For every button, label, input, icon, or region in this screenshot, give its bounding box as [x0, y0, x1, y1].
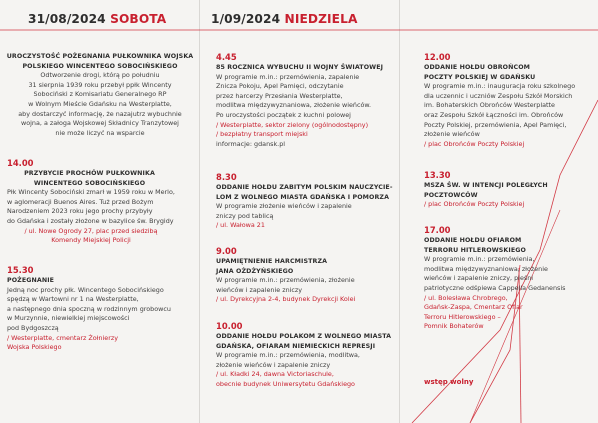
event-title: 85 ROCZNICA WYBUCHU II WOJNY ŚWIATOWEJ	[216, 64, 384, 71]
event-text: w aglomeracji Buenos Aires. Tuż przed Bożym	[7, 197, 154, 206]
event-time: 13.30	[424, 170, 451, 180]
event-holy-mass	[424, 170, 596, 210]
event-text: oraz Zespołu Szkół Łączności im. Obrońców	[424, 110, 564, 119]
column-date: 31/08/2024	[28, 12, 106, 26]
event-title: UPAMIĘTNIENIE HARCMISTRZA	[216, 258, 328, 265]
event-title: GDAŃSKA, OFIARAM NIEMIECKICH REPRESJI	[216, 342, 376, 350]
event-text: W programie złożenie wieńców i zapalenie	[216, 202, 352, 211]
event-title: PRZYBYCIE PROCHÓW PUŁKOWNIKA	[24, 170, 155, 177]
event-title: ODDANIE HOŁDU OFIAROM	[424, 237, 522, 244]
event-location: obecnie budynek Uniwersytetu Gdańskiego	[216, 379, 355, 388]
event-text: przez harcerzy Przesłania Westerplatte,	[216, 91, 343, 100]
event-time: 4.45	[216, 52, 237, 62]
event-text: aby dostarczyć informację, że nazajutrz wybuchnie	[18, 109, 182, 118]
event-location: Pomnik Bohaterów	[424, 322, 484, 331]
event-time: 17.00	[424, 225, 451, 235]
event-farewell	[7, 265, 197, 353]
event-location: / ul. Kładki 24, dawna Victoriaschule,	[216, 370, 334, 379]
event-info: informacje: gdansk.pl	[216, 139, 286, 148]
event-text: złożenie wieńców	[424, 130, 480, 139]
event-time: 12.00	[424, 52, 451, 62]
event-title: ODDANIE HOŁDU ZABITYM POLSKIM NAUCZYCIE-	[216, 184, 393, 191]
event-location: Komendy Miejskiej Policji	[51, 236, 131, 245]
event-text: Poczty Polskiej, przemówienia, Apel Pamięci,	[424, 120, 567, 129]
event-title: TERRORU HITLEROWSKIEGO	[424, 246, 526, 254]
free-entry-note: wstęp wolny	[424, 378, 474, 386]
event-location: / Westerplatte, sektor zielony (ogólnodostępny)	[216, 120, 369, 129]
event-text: modlitwa międzywyznaniowa, złożenie	[424, 264, 548, 273]
event-terror-victims-tribute	[424, 225, 596, 332]
event-text: Płk Wincenty Sobociński zmarł w 1959 roku w Merlo,	[7, 188, 175, 197]
column-day: NIEDZIELA	[284, 12, 358, 26]
column-title-saturday	[28, 12, 166, 26]
event-text: spędzą w Wartowni nr 1 na Westerplatte,	[7, 295, 139, 304]
event-location: / plac Obrońców Poczty Polskiej	[424, 200, 525, 209]
event-text: W programie m.in.: inauguracja roku szkolnego	[424, 82, 576, 91]
event-location: Wojska Polskiego	[7, 343, 62, 352]
event-title: POLSKIEGO WINCENTEGO SOBOCIŃSKIEGO	[22, 62, 178, 70]
event-title: POCZTY POLSKIEJ W GDAŃSKU	[424, 73, 536, 81]
event-text: nie może liczyć na wsparcie	[55, 128, 145, 137]
event-location: Terroru Hitlerowskiego –	[424, 312, 501, 321]
event-location: / ul. Nowe Ogrody 27, plac przed siedzibą	[24, 226, 158, 235]
event-location: Gdańsk-Zaspa, Cmentarz Ofiar	[424, 303, 523, 312]
event-farewell-ceremony	[6, 52, 194, 138]
event-text: Sobociński z Komisariatu Generalnego RP	[33, 90, 167, 99]
event-location: / ul. Bolesława Chrobrego,	[424, 293, 508, 302]
event-scoutmaster-commemoration	[216, 246, 398, 305]
event-poles-tribute	[216, 321, 398, 390]
event-text: dla uczennic i uczniów Zespołu Szkół Morskich	[424, 91, 573, 100]
event-text: W programie m.in.: przemówienia, zapalenie	[216, 72, 360, 81]
event-text: W programie m.in.: przemówienia, złożenie	[216, 276, 355, 285]
event-location: / plac Obrońców Poczty Polskiej	[424, 139, 525, 148]
event-time: 10.00	[216, 321, 243, 331]
event-text: W programie m.in.: przemówienia, modlitwa,	[216, 351, 360, 360]
event-title: ODDANIE HOŁDU POLAKOM Z WOLNEGO MIASTA	[216, 333, 392, 340]
event-text: w Wolnym Mieście Gdańsku na Westerplatte,	[28, 99, 172, 108]
event-text: Narodzeniem 2023 roku jego prochy przybyły	[7, 207, 153, 216]
event-location: / Westerplatte, cmentarz Żołnierzy	[7, 333, 118, 342]
event-title: POCZTOWCÓW	[424, 191, 478, 199]
column-title-sunday	[211, 12, 358, 26]
event-text: Znicza Pokoju, Apel Pamięci, odczytanie	[216, 82, 344, 91]
event-text: pod Bydgoszczą	[7, 323, 59, 332]
event-time: 9.00	[216, 246, 237, 256]
event-title: POŻEGNANIE	[7, 277, 55, 284]
event-text: patriotyczne odśpiewa Cappella Gedanensis	[424, 283, 566, 292]
event-text: im. Bohaterskich Obrońców Westerplatte	[424, 101, 555, 110]
event-title: UROCZYSTOŚĆ POŻEGNANIA PUŁKOWNIKA WOJSKA	[6, 53, 194, 60]
event-time: 8.30	[216, 172, 237, 182]
event-ww2-anniversary	[216, 52, 398, 149]
event-text: wojna, a załoga Wojskowej Składnicy Tranzytowej	[21, 119, 179, 128]
event-post-defenders-tribute	[424, 52, 596, 149]
event-text: Jedną noc prochy płk. Wincentego Sobocińskiego	[7, 285, 164, 294]
event-text: w Murzynnie, niewielkiej miejscowości	[7, 314, 130, 323]
event-location: / ul. Wałowa 21	[216, 221, 265, 230]
event-teachers-tribute	[216, 172, 398, 231]
event-ashes-arrival	[7, 158, 197, 246]
event-text: złożenie wieńców i zapalenie zniczy	[216, 360, 331, 369]
event-location: / ul. Dyrekcyjna 2-4, budynek Dyrekcji Kolei	[216, 295, 356, 304]
event-text: 31 sierpnia 1939 roku przebył ppłk Wincenty	[28, 80, 172, 89]
event-title: LOM Z WOLNEGO MIASTA GDAŃSKA I POMORZA	[216, 193, 390, 201]
event-location: / bezpłatny transport miejski	[216, 130, 308, 139]
event-text: W programie m.in.: przemówienia,	[424, 255, 535, 264]
event-title: MSZA ŚW. W INTENCJI POLEGŁYCH	[424, 182, 548, 189]
event-text: modlitwa międzywyznaniowa, złożenie wieńców.	[216, 101, 372, 110]
event-title: WINCENTEGO SOBOCIŃSKIEGO	[33, 179, 146, 187]
event-title: ODDANIE HOŁDU OBROŃCOM	[424, 64, 531, 71]
column-day: SOBOTA	[110, 12, 167, 26]
event-text: Odtworzenie drogi, którą po południu	[40, 71, 160, 80]
column-date: 1/09/2024	[211, 12, 281, 26]
event-time: 14.00	[7, 158, 34, 168]
event-text: do Gdańska i zostały złożone w bazylice św. Brygidy	[7, 216, 174, 225]
event-text: zniczy pod tablicą	[216, 211, 274, 220]
event-text: wieńców i zapalenie zniczy	[216, 285, 303, 294]
event-text: a następnego dnia spoczną w rodzinnym grobowcu	[7, 304, 171, 313]
event-time: 15.30	[7, 265, 34, 275]
event-text: Po uroczystości początek z kuchni polowej	[216, 110, 351, 119]
event-text: wieńców i zapalenie zniczy, pieśni	[424, 274, 534, 283]
event-title: JANA OŻDŻYŃSKIEGO	[216, 267, 294, 275]
